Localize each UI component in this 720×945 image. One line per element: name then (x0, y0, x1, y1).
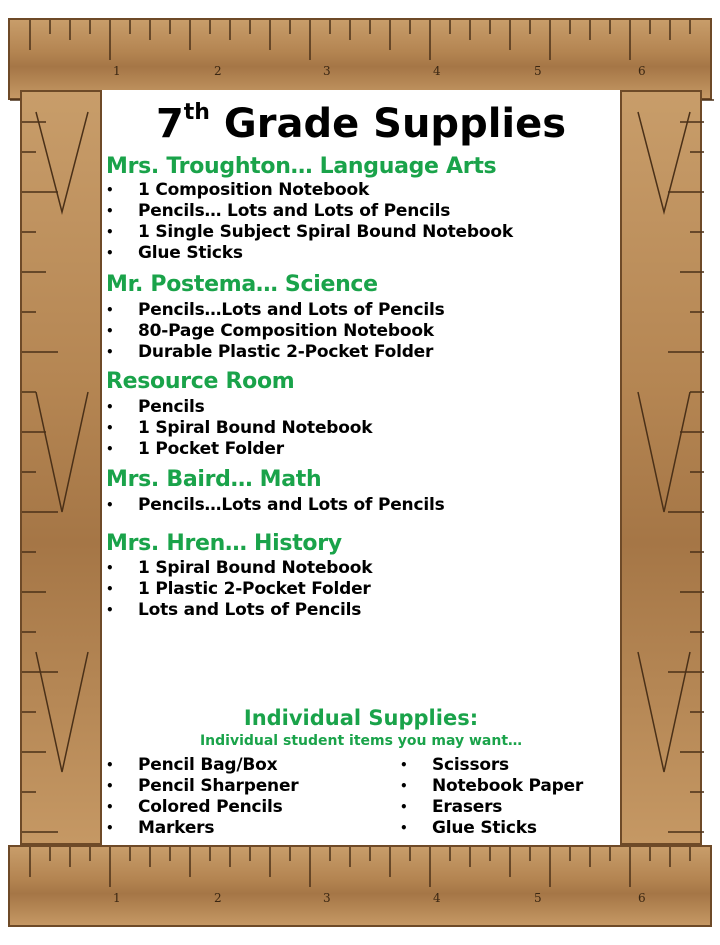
svg-text:1: 1 (113, 64, 121, 78)
list-item: • Glue Sticks (396, 818, 583, 839)
individual-supplies-heading: Individual Supplies: (243, 706, 479, 730)
section-heading-math: Mrs. Baird… Math (106, 467, 322, 492)
svg-text:4: 4 (433, 891, 441, 905)
section-list-math (102, 495, 445, 516)
supply-list-page (102, 90, 620, 845)
section-heading-science: Mr. Postema… Science (106, 272, 378, 297)
svg-text:5: 5 (534, 891, 542, 905)
list-item: • Pencils…Lots and Lots of Pencils (102, 495, 445, 516)
ruler-bottom (8, 845, 712, 927)
individual-list-right (396, 755, 583, 839)
svg-text:2: 2 (214, 891, 222, 905)
section-list-resource-room (102, 397, 372, 460)
list-item: • Colored Pencils (102, 797, 298, 818)
list-item: • 80-Page Composition Notebook (102, 321, 445, 342)
section-heading-language-arts: Mrs. Troughton… Language Arts (106, 154, 497, 179)
page-title (102, 100, 620, 147)
svg-text:2: 2 (214, 64, 222, 78)
ruler-left-ticks (22, 92, 104, 847)
svg-text:6: 6 (638, 64, 646, 78)
list-item: • Markers (102, 818, 298, 839)
list-item: • Durable Plastic 2-Pocket Folder (102, 342, 445, 363)
ruler-left (20, 90, 102, 845)
list-item: • Notebook Paper (396, 776, 583, 797)
title-grade-suffix: th (183, 100, 210, 125)
svg-text:4: 4 (433, 64, 441, 78)
ruler-bottom-ticks (10, 847, 714, 929)
section-list-language-arts (102, 180, 513, 264)
list-item: • 1 Single Subject Spiral Bound Notebook (102, 222, 513, 243)
individual-supplies-subtitle: Individual student items you may want… (199, 733, 523, 749)
section-list-history (102, 558, 372, 621)
title-grade: 7 (155, 101, 184, 147)
list-item: • Pencil Bag/Box (102, 755, 298, 776)
list-item: • 1 Spiral Bound Notebook (102, 558, 372, 579)
list-item: • Lots and Lots of Pencils (102, 600, 372, 621)
svg-text:3: 3 (323, 891, 331, 905)
ruler-right (620, 90, 702, 845)
list-item: • Pencils…Lots and Lots of Pencils (102, 300, 445, 321)
list-item: • Pencils… Lots and Lots of Pencils (102, 201, 513, 222)
svg-text:5: 5 (534, 64, 542, 78)
list-item: • Scissors (396, 755, 583, 776)
individual-list-left (102, 755, 298, 839)
list-item: • 1 Plastic 2-Pocket Folder (102, 579, 372, 600)
list-item: • 1 Composition Notebook (102, 180, 513, 201)
list-item: • Pencils (102, 397, 372, 418)
list-item: • Glue Sticks (102, 243, 513, 264)
section-heading-history: Mrs. Hren… History (106, 531, 342, 556)
title-text: Grade Supplies (223, 101, 567, 147)
svg-text:6: 6 (638, 891, 646, 905)
list-item: • 1 Pocket Folder (102, 439, 372, 460)
list-item: • Erasers (396, 797, 583, 818)
ruler-right-ticks (622, 92, 704, 847)
section-heading-resource-room: Resource Room (106, 369, 295, 394)
svg-text:3: 3 (323, 64, 331, 78)
svg-text:1: 1 (113, 891, 121, 905)
section-list-science (102, 300, 445, 363)
list-item: • 1 Spiral Bound Notebook (102, 418, 372, 439)
ruler-top (8, 18, 712, 100)
list-item: • Pencil Sharpener (102, 776, 298, 797)
